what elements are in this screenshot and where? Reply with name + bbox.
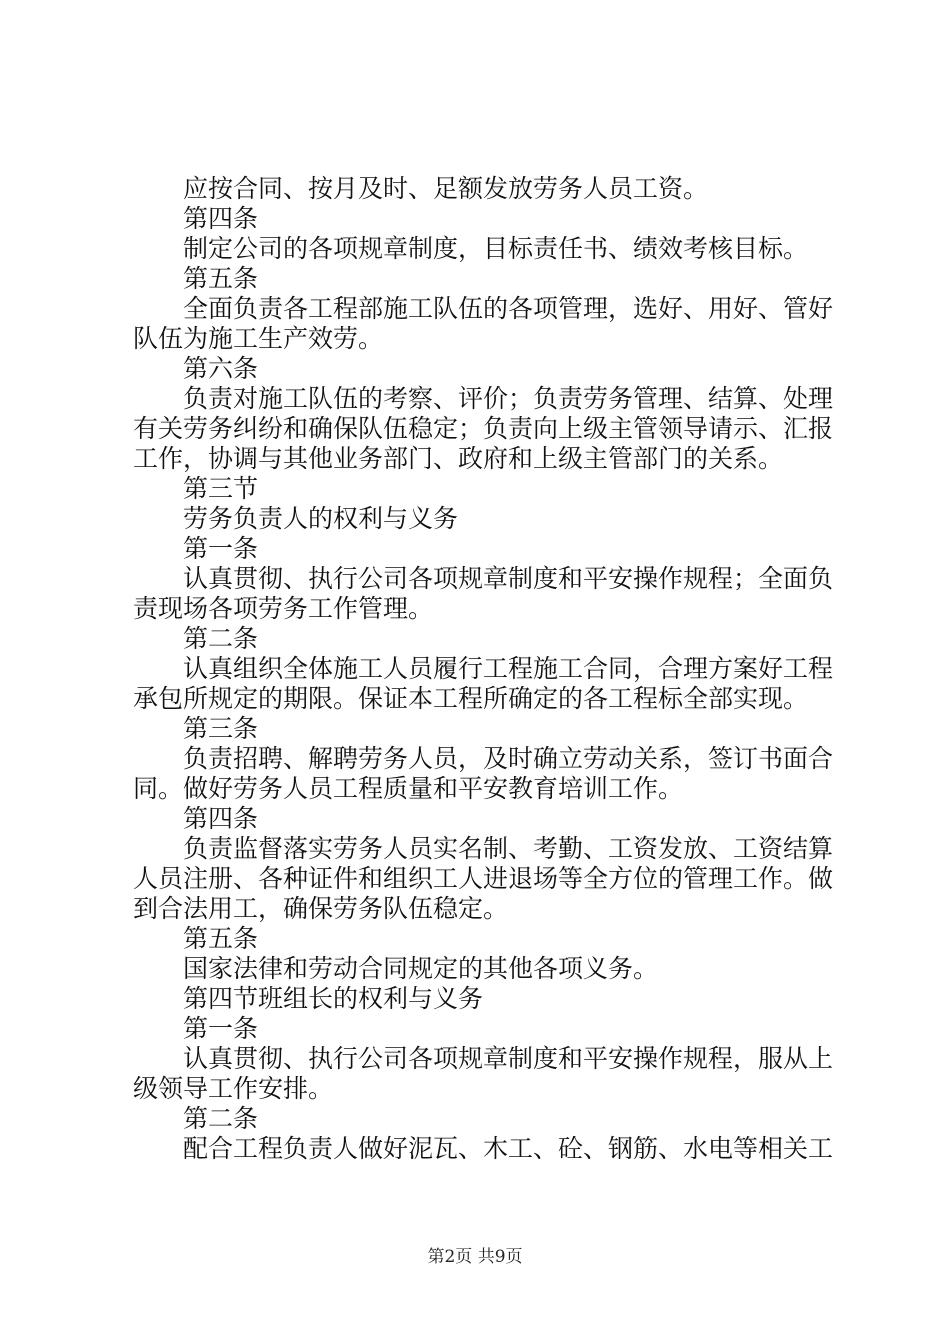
document-body xyxy=(133,174,833,1164)
article-heading: 第二条 xyxy=(183,624,259,653)
paragraph: 配合工程负责人做好泥瓦、木工、砼、钢筋、水电等相关工 xyxy=(183,1134,834,1163)
article-heading: 第五条 xyxy=(183,264,259,293)
article-heading: 第一条 xyxy=(183,534,259,563)
paragraph: 应按合同、按月及时、足额发放劳务人员工资。 xyxy=(183,174,709,203)
article-heading: 第三条 xyxy=(183,714,259,743)
paragraph: 认真组织全体施工人员履行工程施工合同，合理方案好工程承包所规定的期限。保证本工程所确定的各工程标全部实现。 xyxy=(133,654,834,713)
article-heading: 第一条 xyxy=(183,1014,259,1043)
article-heading: 第四条 xyxy=(183,204,259,233)
section-heading: 第四节班组长的权利与义务 xyxy=(183,984,484,1013)
paragraph: 认真贯彻、执行公司各项规章制度和平安操作规程；全面负责现场各项劳务工作管理。 xyxy=(133,564,834,623)
article-heading: 第五条 xyxy=(183,924,259,953)
paragraph: 负责招聘、解聘劳务人员，及时确立劳动关系，签订书面合同。做好劳务人员工程质量和平安教育培训工作。 xyxy=(133,744,834,803)
article-heading: 第二条 xyxy=(183,1104,259,1133)
page-number: 第2页 共9页 xyxy=(427,1247,523,1267)
paragraph: 国家法律和劳动合同规定的其他各项义务。 xyxy=(183,954,659,983)
paragraph: 全面负责各工程部施工队伍的各项管理，选好、用好、管好队伍为施工生产效劳。 xyxy=(133,294,834,353)
page-footer xyxy=(0,1242,950,1267)
paragraph: 制定公司的各项规章制度，目标责任书、绩效考核目标。 xyxy=(183,234,809,263)
section-heading: 第三节 xyxy=(183,474,259,503)
paragraph: 认真贯彻、执行公司各项规章制度和平安操作规程，服从上级领导工作安排。 xyxy=(133,1044,834,1103)
paragraph: 负责对施工队伍的考察、评价；负责劳务管理、结算、处理有关劳务纠纷和确保队伍稳定；负责向上级主管领导请示、汇报工作，协调与其他业务部门、政府和上级主管部门的关系。 xyxy=(133,384,834,473)
paragraph: 负责监督落实劳务人员实名制、考勤、工资发放、工资结算人员注册、各种证件和组织工人进退场等全方位的管理工作。做到合法用工，确保劳务队伍稳定。 xyxy=(133,834,834,923)
article-heading: 第六条 xyxy=(183,354,259,383)
article-heading: 第四条 xyxy=(183,804,259,833)
section-title: 劳务负责人的权利与义务 xyxy=(183,504,459,533)
